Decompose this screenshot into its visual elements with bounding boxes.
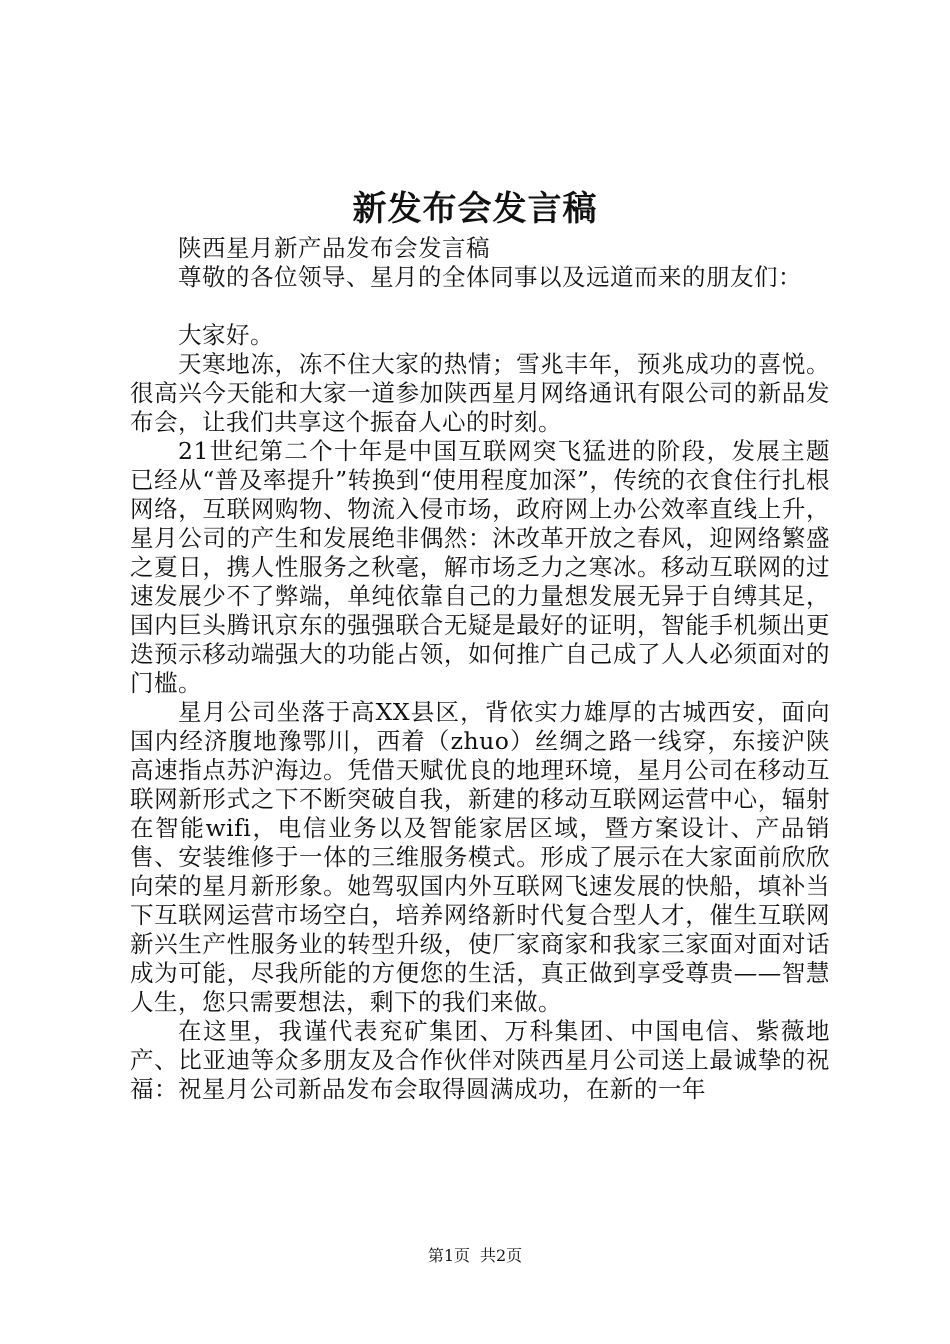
document-body: [130, 234, 830, 1104]
paragraph-opening: 天寒地冻，冻不住大家的热情；雪兆丰年，预兆成功的喜悦。很高兴今天能和大家一道参加陕西星月网络通讯有限公司的新品发布会，让我们共享这个振奋人心的时刻。: [130, 350, 830, 436]
page-number: 第1页: [427, 1246, 470, 1265]
page-total: 共2页: [480, 1246, 523, 1265]
paragraph-subtitle: 陕西星月新产品发布会发言稿: [178, 234, 490, 262]
paragraph-salutation: 尊敬的各位领导、星月的全体同事以及远道而来的朋友们：: [178, 263, 802, 291]
paragraph-blessing: 在这里，我谨代表兖矿集团、万科集团、中国电信、紫薇地产、比亚迪等众多朋友及合作伙伴对陕西星月公司送上最诚挚的祝福：祝星月公司新品发布会取得圆满成功，在新的一年: [130, 1017, 830, 1103]
paragraph-background: 21世纪第二个十年是中国互联网突飞猛进的阶段，发展主题已经从“普及率提升”转换到“使用程度加深”，传统的衣食住行扎根网络，互联网购物、物流入侵市场，政府网上办公效率直线上升，星月公司的产生和发展绝非偶然：沐改革开放之春风，迎网络繁盛之夏日，携人性服务之秋毫，解市场乏力之寒冰。移动互联网的过速发展少不了弊端，单纯依靠自己的力量想发展无异于自缚其足，国内巨头腾讯京东的强强联合无疑是最好的证明，智能手机频出更迭预示移动端强大的功能占领，如何推广自己成了人人必须面对的门槛。: [130, 437, 830, 697]
page-footer: [0, 1245, 950, 1267]
paragraph-company-intro: 星月公司坐落于高XX县区，背依实力雄厚的古城西安，面向国内经济腹地豫鄂川，西着（zhuo）丝绸之路一线穿，东接沪陕高速指点苏沪海边。凭借天赋优良的地理环境，星月公司在移动互联网新形式之下不断突破自我，新建的移动互联网运营中心，辐射在智能wifi，电信业务以及智能家居区域，暨方案设计、产品销售、安装维修于一体的三维服务模式。形成了展示在大家面前欣欣向荣的星月新形象。她驾驭国内外互联网飞速发展的快船，填补当下互联网运营市场空白，培养网络新时代复合型人才，催生互联网新兴生产性服务业的转型升级，使厂家商家和我家三家面对面对话成为可能，尽我所能的方便您的生活，真正做到享受尊贵——智慧人生，您只需要想法，剩下的我们来做。: [130, 698, 830, 1016]
paragraph-greeting: 大家好。: [178, 321, 274, 349]
document-title: 新发布会发言稿: [352, 189, 598, 229]
